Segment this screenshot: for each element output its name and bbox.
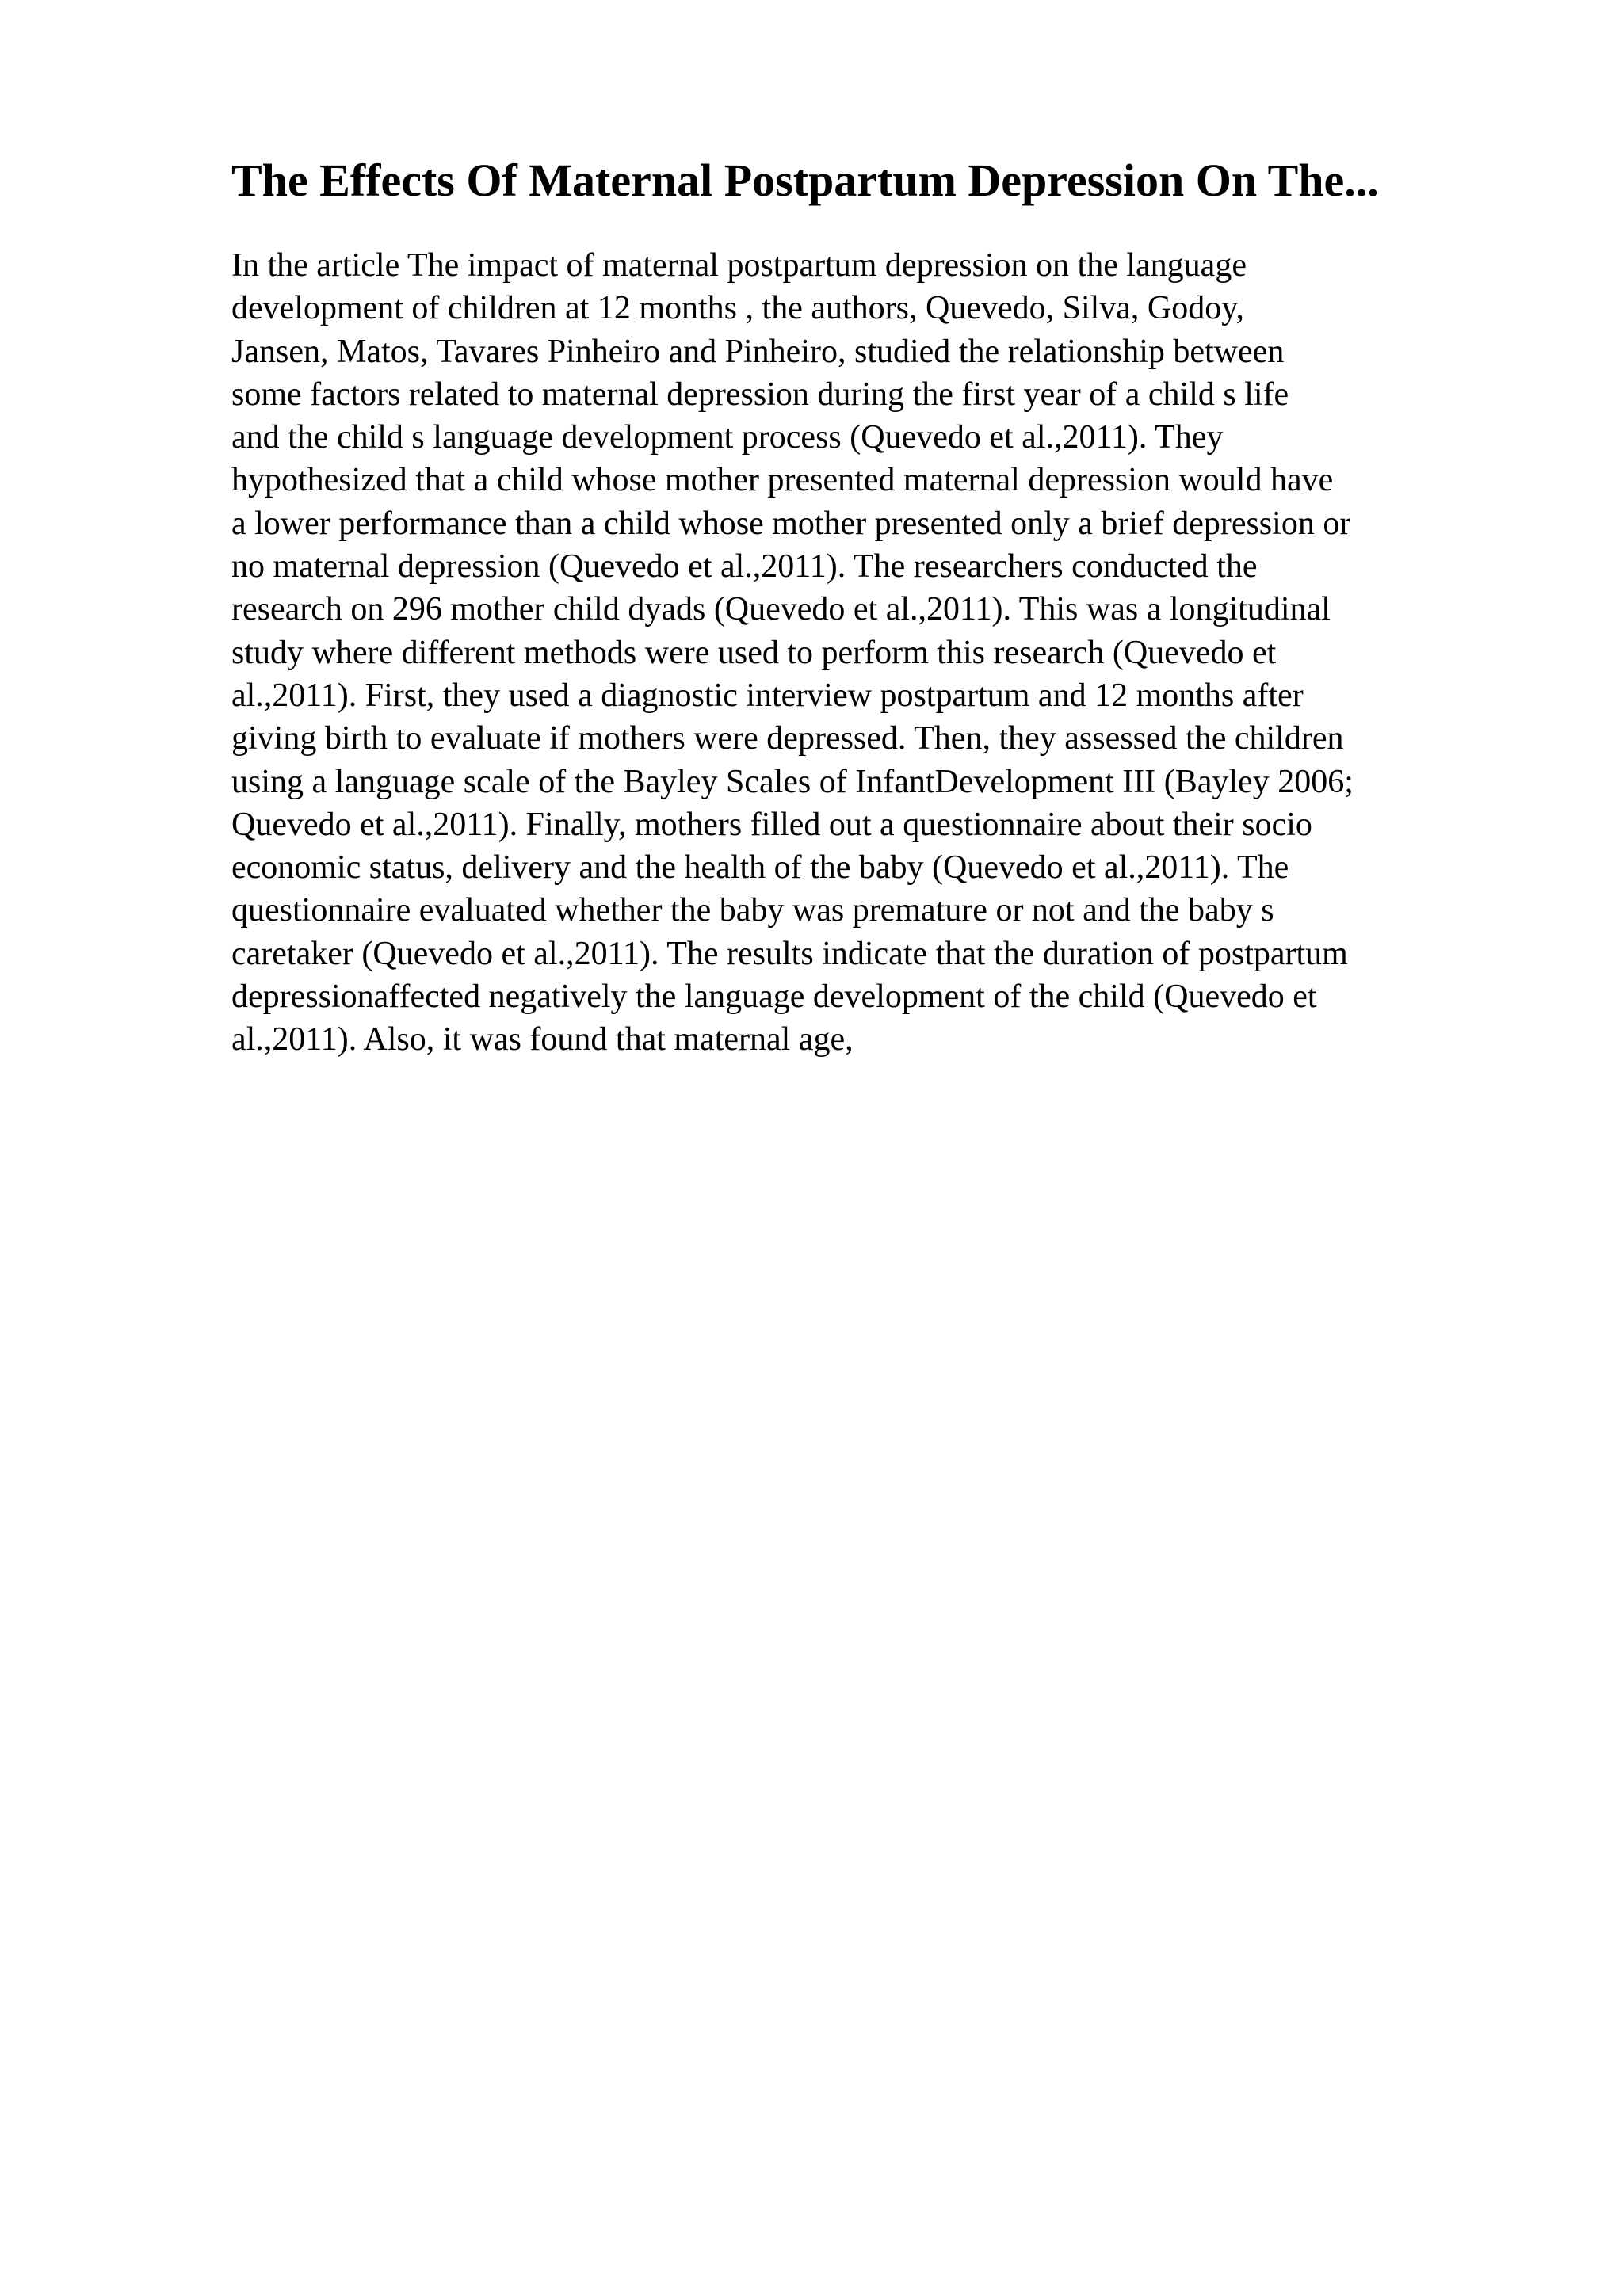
document-title: The Effects Of Maternal Postpartum Depression On The... (231, 154, 1379, 206)
body-line: hypothesized that a child whose mother presented maternal depression would have (231, 462, 1334, 499)
body-line: In the article The impact of maternal postpartum depression on the language (231, 247, 1247, 284)
body-line: some factors related to maternal depression during the first year of a child s life (231, 376, 1289, 413)
body-line: caretaker (Quevedo et al.,2011). The results indicate that the duration of postpartum (231, 935, 1348, 972)
body-line: depressionaffected negatively the language development of the child (Quevedo et (231, 978, 1317, 1016)
body-line: al.,2011). Also, it was found that maternal age, (231, 1021, 854, 1058)
body-line: economic status, delivery and the health of the baby (Quevedo et al.,2011). The (231, 849, 1289, 887)
body-line: study where different methods were used to perform this research (Quevedo et (231, 634, 1277, 671)
body-line: Quevedo et al.,2011). Finally, mothers filled out a questionnaire about their socio (231, 806, 1312, 843)
body-line: research on 296 mother child dyads (Quevedo et al.,2011). This was a longitudinal (231, 591, 1331, 628)
body-line: giving birth to evaluate if mothers were depressed. Then, they assessed the children (231, 720, 1344, 757)
body-line: and the child s language development process (Quevedo et al.,2011). They (231, 419, 1224, 456)
body-line: questionnaire evaluated whether the baby was premature or not and the baby s (231, 892, 1274, 929)
body-line: Jansen, Matos, Tavares Pinheiro and Pinheiro, studied the relationship between (231, 333, 1285, 370)
body-line: a lower performance than a child whose mother presented only a brief depression or (231, 505, 1351, 542)
body-line: development of children at 12 months , the authors, Quevedo, Silva, Godoy, (231, 290, 1245, 327)
body-line: using a language scale of the Bayley Scales of InfantDevelopment III (Bayley 2006; (231, 763, 1354, 800)
body-line: al.,2011). First, they used a diagnostic interview postpartum and 12 months after (231, 677, 1304, 714)
document-body (231, 244, 1499, 1062)
body-line: no maternal depression (Quevedo et al.,2011). The researchers conducted the (231, 548, 1258, 585)
